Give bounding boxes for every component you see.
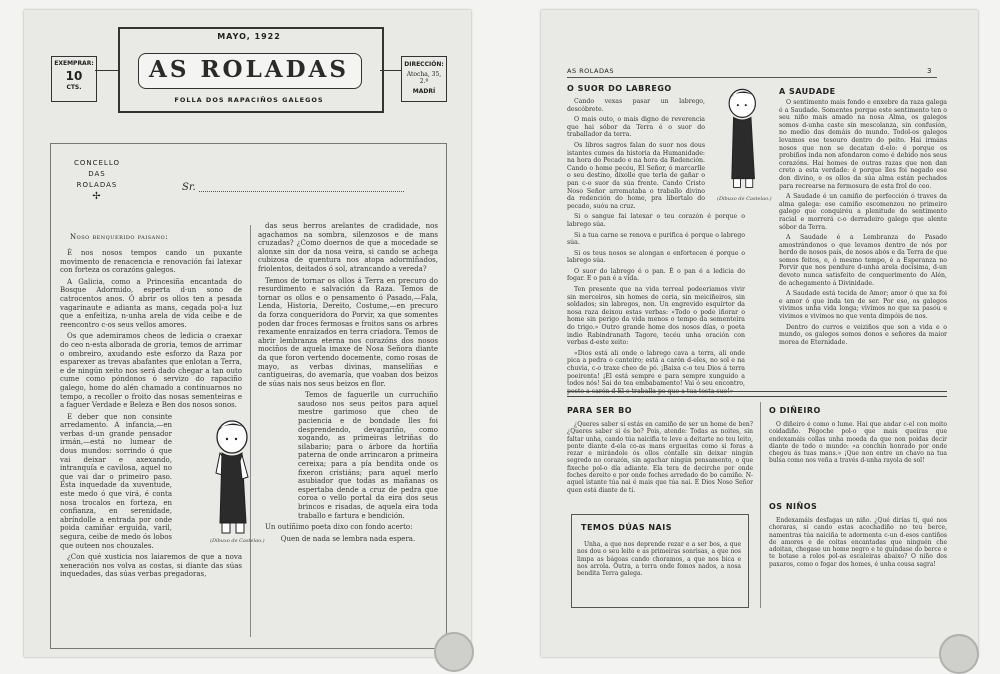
- paragraph: O diñeiro é como o lume. Hai que andar c-el con moito coidadiño. Pégoche pol-o que mais queiras que endexamáis collas unha moeda da que non poidas decir diante de todo o mundo: «a conchin honrado por onde chegou ás tuas mans.» ¡Que non entre un chavo na tua bulsa como nos veña a través d-unha rayola de sol!: [769, 421, 947, 465]
- masthead-subtitle: FOLLA DOS RAPACIÑOS GALEGOS: [174, 96, 324, 104]
- salutation: Sr.: [182, 182, 196, 193]
- drawing-caption: (Dibuxo de Castelao.): [210, 538, 265, 544]
- article-title: O SUOR DO LABREGO: [567, 84, 672, 93]
- paragraph: Unha, a que nos deprende rezar e a ser bos, a que nos dou o seu leite e as primeiras sonrisas, a que nos limpa as bágoas cando choramos, a que nos bica e nos arrola. Outra, a terra onde fomos nados, a nosa bendita Terra galega.: [577, 541, 741, 578]
- library-seal: [434, 632, 474, 672]
- paragraph: E deber que non consinte arredamento. A infancia,—en verbas d-un grande pensador irmán,—está no lumear de dous mundos: sorrindo ó que vai deixar e axexando, intranquía e cavilosa, aquel no que vai dar o primeiro paso. Esta inquedade da xuventude, este medo ó que virá, é conta nosa trocalos en forteza, en confianza, en serenidade, abríndolle a entrada por onde poida camiñar erguida, varil, segura, ceibe de medo ós lobos que outeen nos chouzales.: [60, 412, 172, 550]
- article-title: A SAUDADE: [779, 87, 836, 96]
- paragraph: O mais outo, o mais digno de reverencia que hai sóbor da Terra é o suor do traballador da terra.: [567, 116, 705, 139]
- issue-date: MAYO, 1922: [217, 32, 281, 41]
- sender-line: DAS: [88, 170, 106, 178]
- address-label: DIRECCIÓN:: [404, 61, 444, 68]
- paragraph: Cando vexas pasar un labrego, descóbrete.: [567, 98, 705, 113]
- head-rule: [567, 77, 937, 78]
- running-head: AS ROLADAS: [567, 67, 614, 75]
- paragraph: das seus berros arelantes de cradidade, nos agachamos na sombra, silenzosos e de mans cruzadas? ¿Como doernos de que a mocedade se alonxe sin dor da nosa veira, si cando se achega cubizosa de quentura nos atopa adormiñados, friolentos, deitados ó sol, atrancando a vereda?: [258, 222, 438, 273]
- paragraph: Si os teus nosos se alongan e enfortecen é porque o labrego súa.: [567, 249, 745, 265]
- address-city: MADRÍ: [412, 88, 436, 95]
- sender-line: CONCELLO: [73, 159, 120, 167]
- sender-block: [70, 158, 124, 202]
- paragraph: Un outíñimo poeta dixo con fondo acerto:: [265, 523, 413, 532]
- paragraph: A Saudade está tecida de Amor; amor ó que xa foi e amor ó que inda ten de ser. Por eso, os galegos vivimos unha vida longa; vivimos no que xa pasóu e vivimos e vivimos no que venta dimpóis de nos.: [779, 290, 947, 321]
- price-value: 10: [65, 69, 83, 83]
- address-line-blank: [199, 191, 404, 192]
- paragraph: Os que ademiramos cheos de ledicia o craexar do ceo n-esta alborada de groria, temos de arrimar o ombreiro, axudando este esforzo da Raza por esparexer as trevas abafantes que enlotan a Terra, e de ningún xeito nos será dado chegar a tan outo cume como póndonos ó servizo do rapaciño galego, home do alén chamado a continuarnos no tempo, a recoller o froito das nosas sementeiras e a faguer Verdade e Beleza e Ben dos nosos sonos.: [60, 332, 242, 410]
- price-label: EXEMPRAR:: [54, 60, 94, 67]
- cross-icon: ✢: [92, 191, 102, 202]
- paragraph: A Galicia, como a Princesiña encantada do Bosque Adormido, esperta d-un sono de catrocentos anos. Ó abrir os ollos ten a pesada vagarinaute e adianta as mans, cegada pol-a luz que a enfeitiza, n-unha arela de vida ceibe e de reencontro c-os seus vellos amores.: [60, 277, 242, 329]
- paragraph: ¿Queres saber si estás en camiño de ser un home de ben? ¿Queres saber si és bo? Pois, atende: Todas as noites, sin faltar unha, cando túa naicifia te leve a deitarte no teu leito, ponte diante d-ela co-as mans ergueitas como si foras a rezar e mirándole ós ollos cóntalle sin deixar ningún segredo no corazón, sin agachar ningún pensamento, o que fixeche pol-o día adiante. Ela tera de decirche por onde foches dereito e por onde foches arredado do bo camiño. N-aquel istante túa nai é mais que túa nai. É Dios Noso Señor quen está diante de ti.: [567, 421, 753, 494]
- paragraph: A Saudade é a Lembranza do Pasado amostrándonos o que levamos dentro de nós por herdo de nosos pais, de nosos abós e da Terra de que somos feitos, e, ó mesmo tempo, é a Esperanza no Porvir que nos pendure d-unha arela docísima, d-un devoto nunca satisfeito de conquerimento do Alén, de achegamento á Divinidade.: [779, 234, 947, 287]
- paragraph: Si o sangue fai latexar o teu corazón é porque o labrego súa.: [567, 213, 745, 228]
- boy-drawing: [202, 415, 266, 545]
- paragraph: É nos nosos tempos cando un puxante movimento de renacencia e renovación fai latexar con forteza os corazóns galegos.: [60, 249, 242, 275]
- paragraph: Si a tua carne se renova e purifica é porque o labrego súa.: [567, 231, 745, 247]
- address-box: [401, 56, 447, 102]
- paragraph: O suor do labrego é o pan. É o pan é a ledicia do fogar. E o pan é a vida.: [567, 267, 745, 283]
- drawing-caption: (Dibuxo de Castelao.): [717, 196, 772, 202]
- article-saudade-body: [779, 99, 947, 379]
- rule: [95, 70, 118, 71]
- paragraph: Temos de faguerlle un curruchiño saudoso nos seus peitos para aquel mestre garimoso que cheo de paciencia e de bondade lles foi desprendendo, devagariño, como xogando, as primeiras letriñas do silabario; para o árbore da hortiña paterna de onde arrincaron a primeira cereixa; para a pía bendita onde os fixeron cristiáns; para aquel merlo asubiador que todas as mañanas os espertaba dende a cruz de pedra que coroa o vello portal da eira dos seus brincos e risadas, de aquela eira toda traballo e fartura e bendición.: [298, 391, 438, 520]
- price-unit: CTS.: [66, 84, 82, 91]
- rule: [380, 70, 401, 71]
- paragraph: Temos de tornar os ollos á Terra en precuro do resurdimento e salvación da Raza. Temos de tornar os ollos e o pensamento ó Pasado,—Fala, Lenda, Historia, Dereito, Costume,—en precuro da forza conqueridora do Porvir, xa que somentes poden dar froces fermosas e froitos sans os arbres rexamente enraizados en terra criadora. Temos de abrir lembranza eterna nos corazóns dos nosos mociños de aquela imaxe de Nosa Señora diante da que foron vertendo docemente, como rosas de mayo, as verbas divinas, manselíñas e cantigueiras, do avemaría, que voaban dos beizos de súas nais nos seus beizos en flor.: [258, 276, 438, 388]
- masthead-title: AS ROLADAS: [148, 56, 350, 83]
- paragraph: O sentimento mais fondo e enxebre da raza galega é a Saudade. Somentes porque este sentimento ten o seu niño mais amado na nosa Alma, os galegos somos d-unha caste sin mescolanza, sin confusión, no medio das demáis do mundo. Todol-os galegos levamos ese tesouro dentro do peito. Hai irmáns nosos que non se decatan d-elo: é porque os probiños inda non afondaron como é debido nos seus corazóns. Hai homes de outras razas que non dan creto a esta verdade: é porque lles foi negado ese don divino, e os ollos da súa alma están pechados para recrearse na fermosura de esta frol do ceo.: [779, 99, 947, 190]
- paragraph: ¿Con qué xusticia nos laiaremos de que a nova xeneración nos volva as costas, si diante das súas inquedades, das súas verbas pregadoras,: [60, 553, 242, 579]
- article-ninos-body: [769, 517, 947, 605]
- article-title: TEMOS DÚAS NAIS: [581, 523, 672, 532]
- article-dineiro-body: [769, 421, 947, 491]
- article-title: PARA SER BO: [567, 406, 633, 415]
- page-number: 3: [927, 67, 932, 75]
- paragraph: Os libros sagros falan do suor nos dous istantes cumes da historia da Humanidade: na hora do Pecado e na hora da Redención. Cando o home pecóu, El Señor, ó marcarlle o seu destino, díxolle que terla de gañar o pan c-o suor da súa frente. Cando Cristo Noso Señor arremataba o traballo divino da redención do home, pra libertalo do pecado, suóu na cruz.: [567, 141, 705, 210]
- right-page: [541, 10, 978, 657]
- boy-drawing: [716, 82, 772, 200]
- article-para-ser-bo-body: [567, 421, 753, 511]
- column-rule: [760, 402, 761, 608]
- left-column-2: [258, 222, 438, 637]
- address-line: Atocha, 35, 2.º: [406, 71, 442, 85]
- price-box: [51, 56, 97, 102]
- paragraph: «Dios está ali onde o labrego cava a terra, ali onde pica a pedra o canteiro; está a carón d-eles, no sol e na chuvia, c-o traxe cheo de pó. ¡Baixa c-o teu Dios á terra poeirenta! ¡Él está sempre e para sempre xunguido a todos nós! Sai do tea embabamento! Vai ó seu encontro, poste a carón d-El e traballa pe que a tua testa sue!»: [567, 349, 745, 395]
- paragraph: Ten presente que na vida terreal podeeriamos vivir sin merceiros, sin homes de ceria, sin meiciñeiros, sin soldados; sin labregos, non. Un engrevido esquírtor da nosa raza deixou estas verbas: «Todo o pode iñorar o home sin perigo da vida menos o tempo da sementeira do trigo.» Outro grande home dos nosos días, o poeta indio Rabindranath Tagore, tecéu unha oración con verbas d-este xeito:: [567, 286, 745, 347]
- paragraph: Endexamáis desfagas un niño. ¿Qué dirías ti, qué nos choraras, si cando estas acochadiño no teu berce, namentras túa naiciña te adormenta c-un d-esos cantiños de amores e de coitas encantadas que ninguén che adoitan, chegase un home negro e te guindase do berce e te botase a rolos pol-as escaleiras abaixo? O niño dos paxaros, como o fogar dos homes, é unha cousa sagra!: [769, 517, 947, 568]
- left-page: [24, 10, 471, 657]
- ornamental-divider: [567, 391, 947, 397]
- paragraph: Quen de nada se lembra nada espera.: [280, 534, 416, 543]
- library-seal: [939, 634, 979, 674]
- paragraph: A Saudade é un camiño de perfección ó traves da alma galega: ese camiño escomenzou no primeiro galego que conquiréu a plenitude do sentimento racial e morrerá c-o derradeiro galego que alente sóbor da Terra.: [779, 193, 947, 231]
- sender-line: ROLADAS: [76, 181, 118, 189]
- article-title: O DIÑEIRO: [769, 406, 821, 415]
- greeting: Noso benquerido paisano:: [70, 233, 169, 241]
- paragraph: Dentro do curros e veiziños que son a vida e o mundo, os galegos somos donos e señores da maior morea de Eternidade.: [779, 323, 947, 346]
- article-duas-nais-body: [577, 541, 741, 601]
- article-title: OS NIÑOS: [769, 502, 818, 511]
